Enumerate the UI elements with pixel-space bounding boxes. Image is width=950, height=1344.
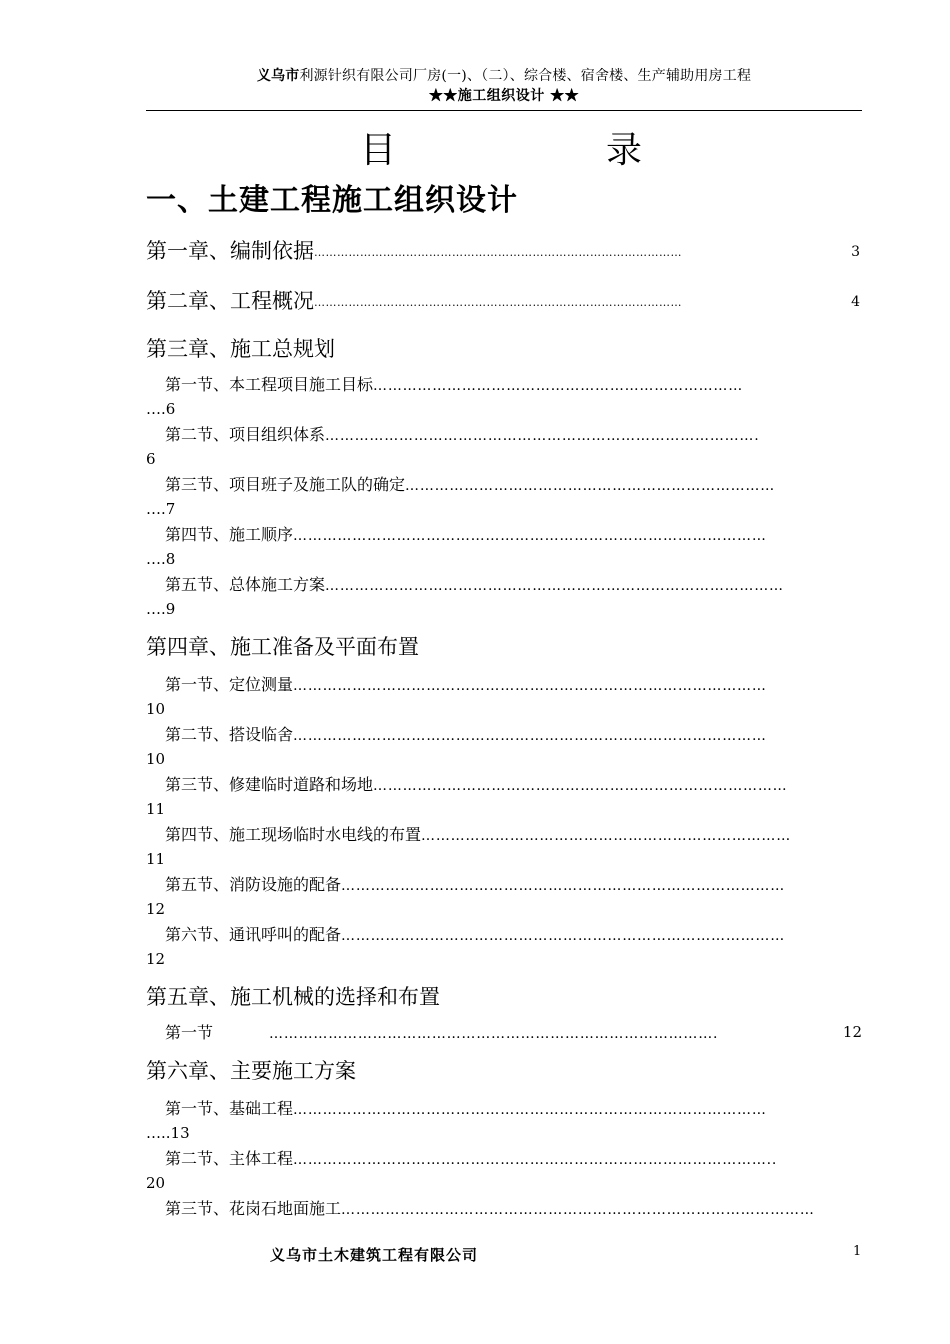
toc-chapter-6[interactable] [146,1056,862,1086]
header-subtitle: ★★施工组织设计 ★★ [428,88,580,104]
page-number: 4 [851,294,860,310]
toc-section-4-2[interactable] [146,722,862,772]
toc-section-3-4[interactable] [146,522,862,572]
page-number: ….6 [146,400,176,418]
toc-section-4-3[interactable] [146,772,862,822]
leader-dots: …………………………………………………………………………………… [341,1202,815,1218]
header-city: 义乌市 [256,68,300,84]
page-number: 10 [146,750,166,768]
section-label: 第三节、花岗石地面施工 [165,1199,342,1218]
page-number: 3 [851,244,860,260]
toc-section-4-5[interactable] [146,872,862,922]
footer-company: 义乌市土木建筑工程有限公司 [270,1246,479,1264]
leader-dots: ………………………………………………………………………………. [269,1026,719,1042]
leader-dots: …………………………………………………………………………………… [293,528,767,544]
page-number: 20 [146,1174,166,1192]
toc-section-3-5[interactable] [146,572,862,622]
toc-section-3-3[interactable] [146,472,862,522]
toc-chapter-3[interactable] [146,334,862,364]
chapter-label: 第六章、主要施工方案 [146,1059,356,1083]
page-number: 11 [146,850,166,868]
leader-dots: …………………………………………………………………………………… [293,1102,767,1118]
page-number: 12 [146,950,166,968]
section-label: 第三节、修建临时道路和场地 [165,775,374,794]
page-number: ….8 [146,550,176,568]
leader-dots: ……………………………………………………………………………. [325,428,760,444]
section-label: 第五节、消防设施的配备 [165,875,342,894]
header-project-name: 利源针织有限公司厂房(一)、（二）、综合楼、宿舍楼、生产辅助用房工程 [299,68,752,84]
toc-title-char-1: 目 [360,130,397,171]
leader-dots: …………………………………………………………………………………….. [293,1152,778,1168]
part-title: 一、土建工程施工组织设计 [146,183,518,218]
section-label: 第四节、施工顺序 [165,525,294,544]
leader-dots: ………………………………………………………………………………… [325,578,784,594]
section-label: 第二节、主体工程 [165,1149,294,1168]
section-label: 第一节、基础工程 [165,1099,294,1118]
section-label: 第一节、定位测量 [165,675,294,694]
page-number: 12 [842,1023,862,1041]
leader-dots: ………………………………………………………………… [373,378,744,394]
chapter-label: 第四章、施工准备及平面布置 [146,635,419,659]
leader-dots: ……………………………………………………………………………… [341,928,786,944]
page-number: 10 [146,700,166,718]
page-number: …..13 [146,1124,190,1142]
page-number: ….9 [146,600,176,618]
toc-section-4-1[interactable] [146,672,862,722]
header-divider [146,110,862,111]
section-label: 第六节、通讯呼叫的配备 [165,925,342,944]
section-label: 第二节、项目组织体系 [165,425,326,444]
section-label: 第四节、施工现场临时水电线的布置 [165,825,422,844]
section-label: 第五节、总体施工方案 [165,575,326,594]
toc-chapter-2[interactable] [146,286,862,316]
page-number: 6 [146,450,156,468]
leader-dots: ……………………………………………………………………………… [341,878,786,894]
leader-dots: …………………………………………………………………………………… [314,296,682,309]
toc-title [146,126,862,176]
leader-dots: …………………………………………………………………………………… [293,678,767,694]
toc-section-3-2[interactable] [146,422,862,472]
leader-dots: …………………………………………………………………………………… [293,728,767,744]
section-label: 第三节、项目班子及施工队的确定 [165,475,406,494]
leader-dots: ………………………………………………………………… [421,828,792,844]
section-label: 第一节、本工程项目施工目标 [165,375,374,394]
toc-chapter-5[interactable] [146,982,862,1012]
toc-section-6-3[interactable] [146,1196,862,1221]
toc-chapter-4[interactable] [146,632,862,662]
page-number: 12 [146,900,166,918]
toc-section-4-4[interactable] [146,822,862,872]
footer-page-number: 1 [853,1244,862,1259]
toc-section-6-1[interactable] [146,1096,862,1146]
section-label: 第一节 [165,1023,214,1042]
leader-dots: ………………………………………………………………………… [373,778,788,794]
section-label: 第二节、搭设临舍 [165,725,294,744]
running-header [146,66,862,106]
header-project-title [146,66,862,86]
chapter-label: 第一章、编制依据 [146,239,314,263]
page-number: 11 [146,800,166,818]
chapter-label: 第五章、施工机械的选择和布置 [146,985,440,1009]
chapter-label: 第二章、工程概况 [146,289,314,313]
chapter-label: 第三章、施工总规划 [146,337,335,361]
leader-dots: ………………………………………………………………… [405,478,776,494]
leader-dots: …………………………………………………………………………………… [314,246,682,259]
toc-chapter-1[interactable] [146,236,862,266]
toc-section-3-1[interactable] [146,372,862,422]
toc-title-char-2: 录 [606,130,643,171]
toc-section-6-2[interactable] [146,1146,862,1196]
page-number: ….7 [146,500,176,518]
toc-section-5-1[interactable] [146,1020,862,1045]
toc-section-4-6[interactable] [146,922,862,972]
